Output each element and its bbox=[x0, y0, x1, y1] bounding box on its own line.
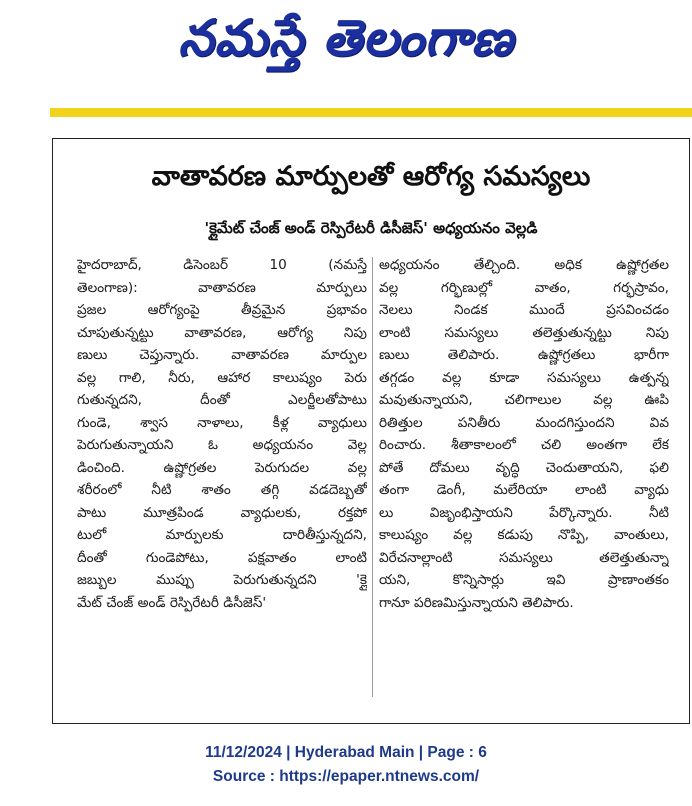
masthead bbox=[0, 0, 692, 80]
article-text-line: నెలలు నిండక ముందే ప్రసవించడం bbox=[379, 302, 669, 318]
article-column-right bbox=[379, 254, 669, 614]
article-text-line: రితిత్తుల పనితీరు మందగిస్తుందని వివ bbox=[379, 414, 669, 431]
article-text-line: వల్ల గర్భిణుల్లో వాతం, గర్భస్రావం, bbox=[379, 279, 669, 296]
article-text-line: యని, కొన్నిసార్లు ఇవి ప్రాణాంతకం bbox=[379, 572, 669, 588]
article-text-line: మేట్ చేంజ్ అండ్ రెస్పిరేటరీ డిసీజెస్' bbox=[77, 594, 267, 611]
article-column-left bbox=[77, 254, 367, 614]
article-text-line: హైదరాబాద్, డిసెంబర్ 10 (నమస్తే bbox=[77, 257, 367, 273]
article-text-line: జబ్బుల ముప్పు పెరుగుతున్నదని 'క్లై bbox=[77, 572, 367, 588]
article-text-line: కాలుష్యం వల్ల కడుపు నొప్పి, వాంతులు, bbox=[379, 527, 669, 543]
article-headline: వాతావరణ మార్పులతో ఆరోగ్య సమస్యలు bbox=[151, 161, 591, 192]
source-link[interactable]: Source : https://epaper.ntnews.com/ bbox=[212, 768, 480, 785]
article-text-line: రించారు. శీతాకాలంలో చలి అంతగా లేక bbox=[379, 437, 669, 453]
article-text-line: గుండె, శ్వాస నాళాలు, కీళ్ల వ్యాధులు bbox=[77, 414, 367, 431]
edition-info: 11/12/2024 | Hyderabad Main | Page : 6 bbox=[205, 744, 487, 761]
newspaper-logo: నమస్తే తెలంగాణ bbox=[178, 9, 514, 67]
article-text-line: డించింది. ఉష్ణోగ్రతల పెరుగుదల వల్ల bbox=[77, 459, 367, 476]
article-text-line: మవుతున్నాయని, చలిగాలుల వల్ల ఊపి bbox=[379, 392, 669, 408]
article-text-line: ణులు తెలిపారు. ఉష్ణోగ్రతలు భారీగా bbox=[379, 347, 669, 363]
article-text-line: పోతే దోమలు వృద్ధి చెందుతాయని, ఫలి bbox=[379, 459, 669, 476]
article-text-line: ణులు చెప్తున్నారు. వాతావరణ మార్పుల bbox=[77, 347, 367, 363]
article-text-line: అధ్యయనం తేల్చింది. అధిక ఉష్ణోగ్రతల bbox=[379, 257, 669, 273]
article-subheadline: 'క్లైమేట్ చేంజ్ అండ్ రెస్పిరేటరీ డిసీజెస్' అధ్యయనం వెల్లడి bbox=[204, 219, 538, 237]
article-text-line: గుతున్నదని, దీంతో ఎలర్జీలతోపాటు bbox=[77, 392, 367, 408]
article-text-line: పాటు మూత్రపిండ వ్యాధులకు, రక్తపో bbox=[77, 504, 367, 521]
article-text-line: పెరుగుతున్నాయని ఓ అధ్యయనం వెల్ల bbox=[77, 437, 367, 453]
article-text-line: గానూ పరిణమిస్తున్నాయని తెలిపారు. bbox=[379, 594, 574, 611]
column-divider bbox=[372, 257, 373, 697]
article-text-line: చూపుతున్నట్టు వాతావరణ, ఆరోగ్య నిపు bbox=[77, 324, 367, 341]
article-text-line: తంగా డెంగీ, మలేరియా లాంటి వ్యాధు bbox=[379, 482, 669, 498]
article-text-line: విరేచనాల్లాంటి సమస్యలు తలెత్తుతున్నా bbox=[379, 549, 669, 566]
article-text-line: లు విజృంభిస్తాయని పేర్కొన్నారు. నీటి bbox=[379, 504, 669, 521]
accent-bar bbox=[50, 108, 692, 117]
article-text-line: తెలంగాణ): వాతావరణ మార్పులు bbox=[77, 279, 367, 296]
article-text-line: తగ్గడం వల్ల కూడా సమస్యలు ఉత్పన్న bbox=[379, 369, 669, 386]
article-text-line: శరీరంలో నీటి శాతం తగ్గి వడదెబ్బతో bbox=[77, 482, 367, 498]
article-text-line: వల్ల గాలి, నీరు, ఆహార కాలుష్యం పెరు bbox=[77, 369, 367, 386]
article-clipping bbox=[52, 138, 690, 724]
article-text-line: టులో మార్పులకు దారితీస్తున్నదని, bbox=[77, 527, 367, 543]
article-text-line: దీంతో గుండెపోటు, పక్షవాతం లాంటి bbox=[77, 549, 367, 566]
article-text-line: లాంటి సమస్యలు తలెత్తుతున్నట్టు నిపు bbox=[379, 324, 669, 341]
article-text-line: ప్రజల ఆరోగ్యంపై తీవ్రమైన ప్రభావం bbox=[77, 302, 367, 318]
